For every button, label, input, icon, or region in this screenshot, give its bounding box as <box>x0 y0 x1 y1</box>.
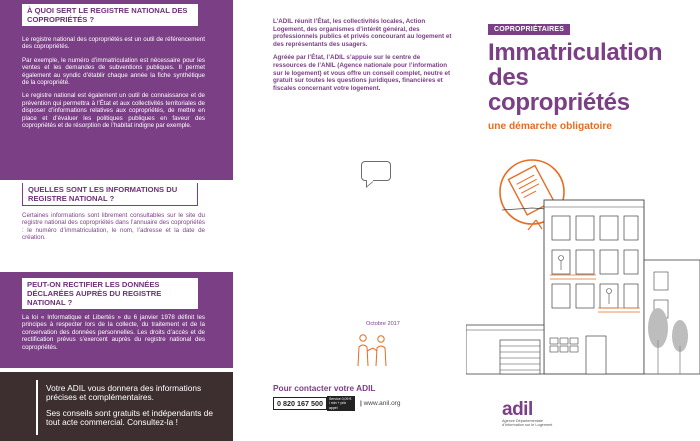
main-title <box>488 40 698 115</box>
intro-paragraph-1: L’ADIL réunit l’État, les collectivités locales, Action Logement, des organismes d’intérêt général, des professionnels publics et privés concourant au logement et des représentants des usagers. <box>273 18 452 48</box>
question-title-1: À QUOI SERT LE REGISTRE NATIONAL DES COPROPRIÉTÉS ? <box>22 4 198 27</box>
section-registre-purpose <box>0 0 233 180</box>
building-illustration <box>466 150 700 375</box>
section-rectification <box>0 272 233 368</box>
section-registre-info <box>22 183 198 206</box>
subtitle: une démarche obligatoire <box>488 121 612 132</box>
publication-date: Octobre 2017 <box>366 321 400 327</box>
q1-paragraph-3: Le registre national est également un outil de connaissance et de prévention qui permettra à l’État et aux collectivités territoriales de disposer d’informations relatives aux copropriétés, de mettre en place et d’évaluer les politiques publiques en faveur des copropriétés et de résorption de l’habitat indigne par exemple. <box>22 92 205 130</box>
adil-callout <box>0 372 233 441</box>
left-panel <box>0 0 233 441</box>
website-url[interactable]: www.anil.org <box>363 400 401 408</box>
adil-logo <box>502 401 562 428</box>
logo-wordmark: adil <box>502 399 533 420</box>
q1-paragraph-2: Par exemple, le numéro d’immatriculation est nécessaire pour les ventes et les demandes de subventions publiques. Il permet également au syndic d’établir chaque année la fiche synthétique de la copropriété. <box>22 56 205 87</box>
service-price-note: Service 0,09 € / min + prix appel <box>327 396 355 411</box>
adil-intro <box>273 18 453 98</box>
q3-text: La loi « Informatique et Libertés » du 6 janvier 1978 définit les principes à respecter lors de la collecte, du traitement et de la conservation des données personnelles. Les droits d’accès et de rectification prévus s’exercent auprès du registre national des copropriétés. <box>22 314 205 351</box>
question-title-3: PEUT-ON RECTIFIER LES DONNÉES DÉCLARÉES AUPRÈS DU REGISTRE NATIONAL ? <box>22 278 198 310</box>
question-title-2: QUELLES SONT LES INFORMATIONS DU REGISTRE NATIONAL ? <box>22 183 198 206</box>
contact-block <box>273 383 459 411</box>
intro-paragraph-2: Agréée par l’État, l’ADIL s’appuie sur le centre de ressources de l’ANIL (Agence nationale pour l’information sur le logement) et vous offre un conseil complet, neutre et gratuit sur toutes les questions juridiques, financières et fiscales concernant votre logement. <box>273 54 451 92</box>
q1-paragraph-1: Le registre national des copropriétés est un outil de référencement des copropriétés. <box>22 36 205 51</box>
logo-tagline: Agence Départementale d’Information sur le Logement <box>502 419 553 428</box>
phone-number[interactable]: 0 820 167 500 <box>273 397 327 410</box>
q2-text: Certaines informations sont librement consultables sur le site du registre national des copropriétés dans l’annuaire des copropriétés : le numéro d’immatriculation, le nom, l’adresse et la date de création. <box>22 212 205 242</box>
people-talking-icon <box>353 332 393 368</box>
callout-divider <box>36 380 38 435</box>
callout-line-1: Votre ADIL vous donnera des informations précises et complémentaires. <box>46 383 202 403</box>
title-line-3: copropriétés <box>488 89 630 116</box>
speech-bubble-icon <box>361 161 391 181</box>
contact-title: Pour contacter votre ADIL <box>273 383 376 393</box>
audience-badge: COPROPRIÉTAIRES <box>488 24 570 35</box>
title-line-1: Immatriculation <box>488 39 663 66</box>
middle-panel <box>233 0 466 441</box>
title-line-2: des <box>488 64 529 91</box>
callout-line-2: Ses conseils sont gratuits et indépendants de tout acte commercial. Consultez-la ! <box>46 407 213 428</box>
right-panel <box>466 0 700 441</box>
website-link[interactable]: | www.anil.org <box>359 400 401 408</box>
